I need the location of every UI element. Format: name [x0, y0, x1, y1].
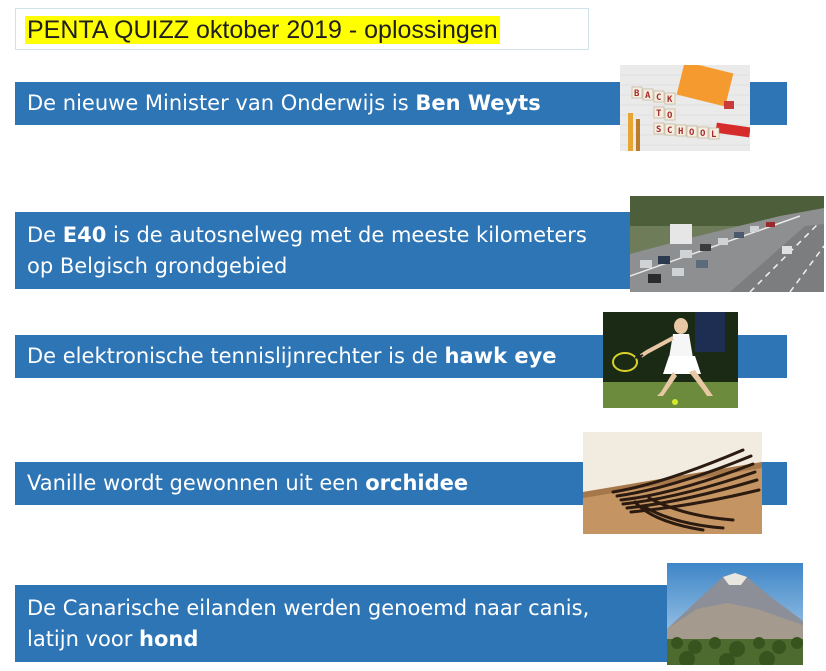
svg-text:O: O — [700, 129, 706, 139]
svg-text:C: C — [656, 93, 662, 103]
answer-5-line-1: De Canarische eilanden werden genoemd naar canis, — [27, 595, 590, 620]
svg-text:A: A — [645, 91, 651, 101]
volcano-mountain-image — [667, 563, 803, 665]
answer-4-text: Vanille wordt gewonnen uit een orchidee — [27, 471, 469, 495]
back-to-school-image — [620, 65, 750, 151]
highway-traffic-image — [630, 196, 824, 292]
page-title: PENTA QUIZZ oktober 2019 - oplossingen — [27, 16, 498, 44]
svg-text:H: H — [678, 127, 684, 137]
answer-5-bold: hond — [139, 626, 199, 651]
svg-text:L: L — [711, 130, 717, 140]
answer-2-line-2: op Belgisch grondgebied — [27, 253, 288, 278]
answer-2-bold: E40 — [62, 222, 107, 247]
tennis-player-image — [603, 312, 738, 408]
svg-text:B: B — [634, 89, 640, 99]
answer-3-bold: hawk eye — [444, 344, 557, 368]
svg-text:K: K — [667, 95, 673, 105]
answer-4-bold: orchidee — [365, 471, 469, 495]
answer-bar-5 — [15, 585, 669, 662]
svg-text:O: O — [689, 128, 695, 138]
answer-2-line-1: De E40 is de autosnelweg met de meeste kilometers — [27, 222, 587, 247]
vanilla-pods-image — [583, 432, 762, 534]
svg-text:S: S — [656, 125, 662, 135]
answer-1-bold: Ben Weyts — [415, 91, 541, 115]
svg-text:T: T — [656, 109, 662, 119]
answer-1-text: De nieuwe Minister van Onderwijs is Ben Weyts — [27, 91, 541, 115]
title-box — [15, 8, 589, 50]
answer-3-text: De elektronische tennislijnrechter is de hawk eye — [27, 344, 557, 368]
svg-text:O: O — [667, 111, 673, 121]
svg-text:C: C — [667, 126, 673, 136]
answer-5-line-2: latijn voor hond — [27, 626, 199, 651]
